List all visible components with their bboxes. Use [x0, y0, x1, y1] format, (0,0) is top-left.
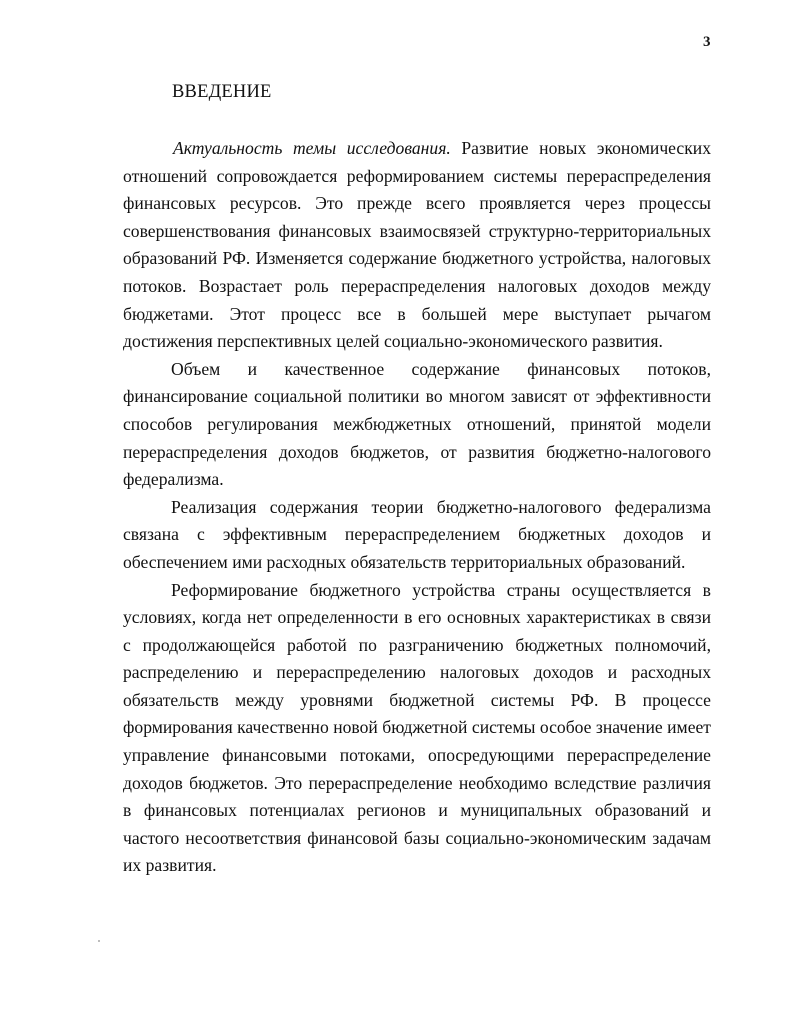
section-heading: ВВЕДЕНИЕ [172, 82, 272, 102]
paragraph-federalism: Реализация содержания теории бюджетно-налогового федерализма связана с эффективным перераспределением бюджетных доходов и обеспечением ими расходных обязательств территориальных образований. [123, 496, 711, 572]
body-text [123, 135, 711, 880]
paragraph-lead-italic: Актуальность темы исследования. [173, 138, 451, 158]
paragraph-financial-flows: Объем и качественное содержание финансовых потоков, финансирование социальной политики во многом зависят от эффективности способов регулирования межбюджетных отношений, принятой модели перераспределения доходов бюджетов, от развития бюджетно-налогового федерализма. [123, 358, 711, 490]
page-number: 3 [703, 34, 711, 50]
paragraph-text: Развитие новых экономических отношений сопровождается реформированием системы перераспределения финансовых ресурсов. Это прежде всего проявляется через процессы совершенствования финансовых взаимосвязей структурно-территориальных образований РФ. Изменяется содержание бюджетного устройства, налоговых потоков. Возрастает роль перераспределения налоговых доходов между бюджетами. Этот процесс все в большей мере выступает рычагом достижения перспективных целей социально-экономического развития. [123, 138, 711, 352]
scan-speck [98, 940, 100, 942]
paragraph-reform: Реформирование бюджетного устройства страны осуществляется в условиях, когда нет определенности в его основных характеристиках в связи с продолжающейся работой по разграничению бюджетных полномочий, распределению и перераспределению налоговых доходов и расходных обязательств между уровнями бюджетной системы РФ. В процессе формирования качественно новой бюджетной системы особое значение имеет управление финансовыми потоками, опосредующими перераспределение доходов бюджетов. Это перераспределение необходимо вследствие различия в финансовых потенциалах регионов и муниципальных образований и частого несоответствия финансовой базы социально-экономическим задачам их развития. [123, 579, 711, 876]
paragraph-relevance [123, 135, 711, 356]
